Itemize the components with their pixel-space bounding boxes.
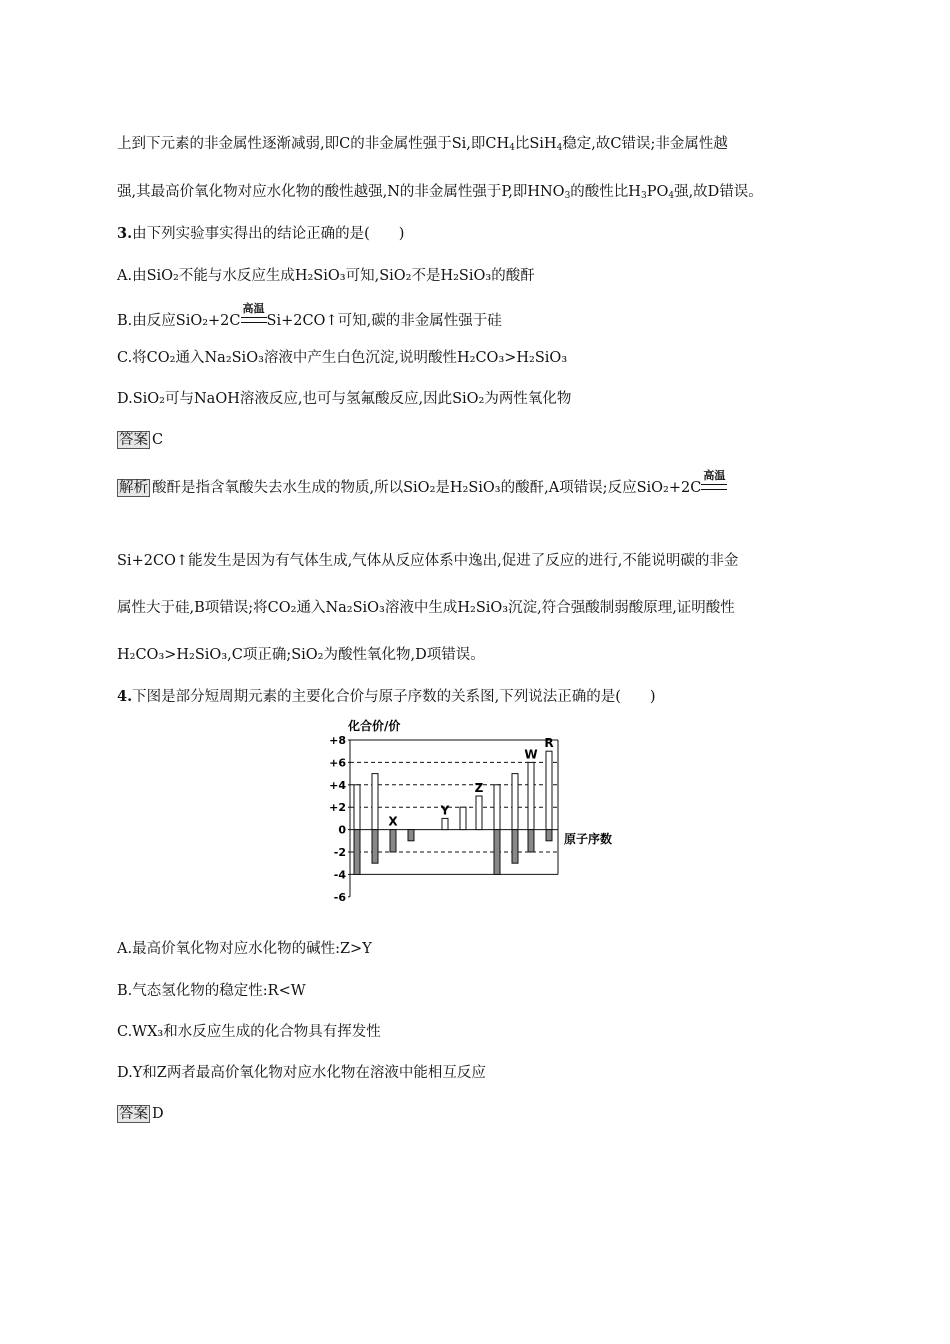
q3-analysis-2: Si+2CO↑能发生是因为有气体生成,气体从反应体系中逸出,促进了反应的进行,不能说明碳的非金 xyxy=(117,553,739,569)
positive-bar xyxy=(528,762,534,829)
positive-bar xyxy=(546,751,552,829)
q3-analysis-1: 解析 酸酐是指含氧酸失去水生成的物质,所以SiO₂是H₂SiO₃的酸酐,A项错误;反应SiO₂+2C 高温 xyxy=(119,469,726,496)
y-tick-label: -2 xyxy=(333,846,346,859)
reaction-condition-arrow: 高温 xyxy=(701,481,727,495)
positive-bar xyxy=(494,785,500,830)
negative-bar xyxy=(512,830,518,864)
element-label: R xyxy=(544,736,554,751)
chart-ylabel: 化合价/价 xyxy=(348,719,401,733)
valence-chart xyxy=(326,716,626,906)
q4-option-d: D.Y和Z两者最高价氧化物对应水化物在溶液中能相互反应 xyxy=(117,1065,486,1081)
q3-answer: 答案 C xyxy=(119,432,164,448)
positive-bar xyxy=(354,785,360,830)
negative-bar xyxy=(372,830,378,864)
q3-option-b: B.由反应SiO₂+2C 高温 Si+2CO↑可知,碳的非金属性强于硅 xyxy=(117,302,502,329)
q4-option-b: B.气态氢化物的稳定性:R<W xyxy=(117,983,306,999)
negative-bar xyxy=(494,830,500,875)
positive-bar xyxy=(512,774,518,830)
q4-stem: 4.下图是部分短周期元素的主要化合价与原子序数的关系图,下列说法正确的是( ) xyxy=(117,688,656,705)
positive-bar xyxy=(372,774,378,830)
answer-tag: 答案 xyxy=(119,432,148,448)
negative-bar xyxy=(408,830,414,841)
q4-answer: 答案 D xyxy=(119,1106,164,1122)
y-tick-label: +8 xyxy=(329,734,346,747)
positive-bar xyxy=(460,807,466,829)
element-label: Y xyxy=(440,803,450,818)
q3-option-a: A.由SiO₂不能与水反应生成H₂SiO₃可知,SiO₂不是H₂SiO₃的酸酐 xyxy=(117,268,535,284)
negative-bar xyxy=(390,830,396,852)
y-tick-label: 0 xyxy=(338,823,346,837)
intro-line-1: 上到下元素的非金属性逐渐减弱,即C的非金属性强于Si,即$CH_4$比SiH$_4$稳定,故C错误;非金属性越 xyxy=(117,136,728,153)
negative-bar xyxy=(354,830,360,875)
q4-option-a: A.最高价氧化物对应水化物的碱性:Z>Y xyxy=(117,941,372,957)
q3-option-c: C.将CO₂通入Na₂SiO₃溶液中产生白色沉淀,说明酸性H₂CO₃>H₂SiO₃ xyxy=(117,350,568,366)
q4-option-c: C.WX₃和水反应生成的化合物具有挥发性 xyxy=(117,1024,381,1040)
answer-tag: 答案 xyxy=(119,1106,148,1122)
negative-bar xyxy=(528,830,534,852)
element-label: X xyxy=(388,814,398,829)
element-label: W xyxy=(524,747,538,762)
negative-bar xyxy=(546,830,552,841)
element-label: Z xyxy=(474,781,484,795)
q3-analysis-4: H₂CO₃>H₂SiO₃,C项正确;SiO₂为酸性氧化物,D项错误。 xyxy=(117,647,485,663)
positive-bar xyxy=(442,818,448,829)
chart-xlabel: 原子序数 xyxy=(564,832,613,846)
q3-option-d: D.SiO₂可与NaOH溶液反应,也可与氢氟酸反应,因此SiO₂为两性氧化物 xyxy=(117,391,572,407)
y-tick-label: +4 xyxy=(329,778,346,792)
intro-line-2: 强,其最高价氧化物对应水化物的酸性越强,N的非金属性强于P,即$HNO_3$的酸性比$H_3PO_4$强,故D错误。 xyxy=(117,184,763,201)
reaction-condition-arrow: 高温 xyxy=(241,314,267,328)
y-tick-label: +6 xyxy=(329,756,346,770)
q3-stem: 3.由下列实验事实得出的结论正确的是( ) xyxy=(117,225,405,242)
q3-analysis-3: 属性大于硅,B项错误;将CO₂通入Na₂SiO₃溶液中生成H₂SiO₃沉淀,符合强酸制弱酸原理,证明酸性 xyxy=(117,600,735,616)
analysis-tag: 解析 xyxy=(119,480,148,496)
y-tick-label: -6 xyxy=(333,890,346,904)
y-tick-label: +2 xyxy=(329,801,346,815)
positive-bar xyxy=(476,796,482,830)
y-tick-label: -4 xyxy=(333,868,346,882)
